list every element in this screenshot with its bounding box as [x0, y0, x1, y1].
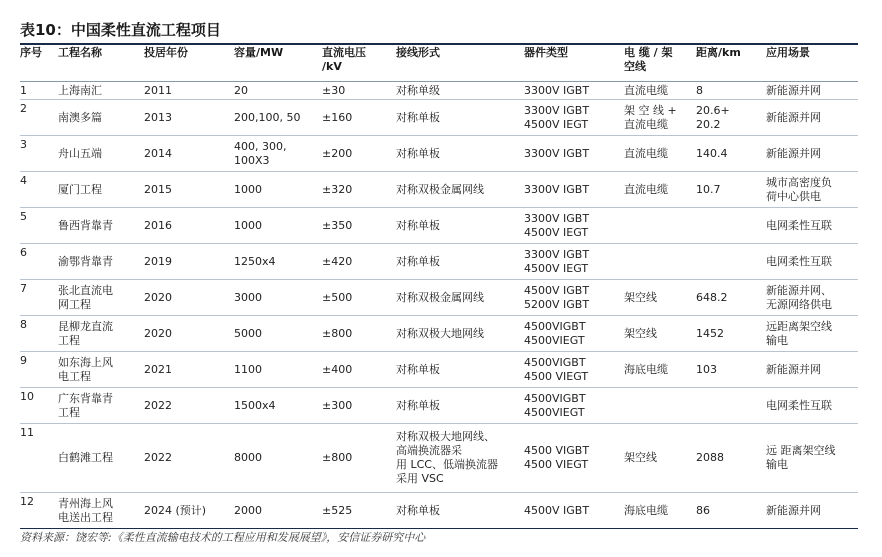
cell-name: [58, 388, 144, 424]
cell-distance: [696, 388, 766, 424]
cell-line-text: 架空线: [624, 290, 657, 304]
cell-capacity-text: 1250x4: [234, 254, 276, 268]
cell-distance: [696, 82, 766, 100]
cell-name-text: 厦门工程: [58, 182, 102, 196]
cell-wiring: [396, 100, 524, 136]
cell-voltage: [322, 82, 396, 100]
cell-scene-text: 电网柔性互联: [766, 398, 832, 412]
table-row: [20, 424, 858, 493]
cell-voltage-text: ±800: [322, 451, 353, 464]
cell-wiring: [396, 82, 524, 100]
cell-distance-text: 8: [696, 83, 703, 97]
cell-capacity: [234, 280, 322, 316]
cell-capacity: [234, 172, 322, 208]
cell-voltage-text: ±200: [322, 146, 353, 160]
cell-no: [20, 136, 58, 172]
cell-device: [524, 352, 624, 388]
cell-name-text: 渝鄂背靠青: [58, 254, 113, 268]
cell-year: [144, 493, 234, 529]
cell-capacity-text: 8000: [234, 451, 262, 464]
cell-capacity-text: 1500x4: [234, 398, 276, 412]
cell-voltage-text: ±300: [322, 398, 353, 412]
cell-scene: [766, 136, 858, 172]
cell-capacity: [234, 388, 322, 424]
cell-capacity: [234, 208, 322, 244]
table-row: [20, 316, 858, 352]
cell-line: [624, 424, 696, 493]
cell-distance: [696, 208, 766, 244]
cell-device-text: 3300V IGBT: [524, 146, 590, 160]
cell-scene-text: 远距离架空线 输电: [766, 319, 832, 347]
cell-voltage: [322, 244, 396, 280]
cell-voltage: [322, 208, 396, 244]
cell-line-text: 海底电缆: [624, 503, 668, 517]
cell-no-text: 8: [20, 318, 27, 331]
cell-capacity: [234, 100, 322, 136]
cell-distance-text: 20.6+ 20.2: [696, 103, 730, 131]
cell-wiring: [396, 244, 524, 280]
cell-wiring: [396, 316, 524, 352]
col-header-line: 电 缆 / 架 空线: [624, 44, 696, 82]
cell-distance-text: 10.7: [696, 182, 721, 196]
cell-year-text: 2022: [144, 398, 172, 412]
cell-distance-text: 86: [696, 503, 710, 517]
cell-name-text: 广东背靠青 工程: [58, 391, 113, 419]
cell-name: [58, 424, 144, 493]
cell-no-text: 4: [20, 174, 27, 187]
cell-wiring-text: 对称单板: [396, 218, 440, 232]
cell-line: [624, 100, 696, 136]
cell-device: [524, 100, 624, 136]
col-header-wiring: 接线形式: [396, 44, 524, 82]
cell-voltage: [322, 280, 396, 316]
table-row: [20, 136, 858, 172]
cell-distance-text: 648.2: [696, 290, 728, 304]
cell-device-text: 4500VIGBT 4500VIEGT: [524, 391, 586, 419]
cell-year: [144, 100, 234, 136]
cell-year: [144, 82, 234, 100]
cell-device-text: 4500V IGBT: [524, 503, 590, 517]
cell-name-text: 张北直流电 网工程: [58, 283, 113, 311]
cell-no-text: 1: [20, 84, 27, 97]
col-header-device: 器件类型: [524, 44, 624, 82]
cell-distance: [696, 352, 766, 388]
cell-no: [20, 352, 58, 388]
cell-wiring-text: 对称双极大地网线: [396, 326, 484, 340]
cell-scene-text: 新能源并网: [766, 146, 821, 160]
cell-line: [624, 172, 696, 208]
cell-wiring-text: 对称单板: [396, 110, 440, 124]
cell-year: [144, 136, 234, 172]
header-row: [20, 44, 858, 82]
cell-device: [524, 82, 624, 100]
cell-year-text: 2019: [144, 254, 172, 268]
cell-name-text: 昆柳龙直流 工程: [58, 319, 113, 347]
cell-year-text: 2011: [144, 83, 172, 97]
cell-capacity-text: 20: [234, 83, 248, 97]
cell-capacity: [234, 136, 322, 172]
cell-device: [524, 493, 624, 529]
table-row: [20, 172, 858, 208]
cell-voltage-text: ±800: [322, 326, 353, 340]
cell-scene-text: 城市高密度负 荷中心供电: [766, 175, 832, 203]
cell-scene-text: 新能源并网: [766, 362, 821, 376]
cell-year: [144, 424, 234, 493]
cell-line-text: 直流电缆: [624, 146, 668, 160]
cell-scene-text: 新能源并网: [766, 110, 821, 124]
cell-wiring-text: 对称单板: [396, 503, 440, 517]
table-row: [20, 280, 858, 316]
cell-capacity: [234, 82, 322, 100]
cell-scene: [766, 244, 858, 280]
table-row: [20, 244, 858, 280]
cell-capacity-text: 5000: [234, 326, 262, 340]
cell-name-text: 鲁西背靠青: [58, 218, 113, 232]
cell-capacity-text: 2000: [234, 503, 262, 517]
cell-no-text: 12: [20, 495, 34, 508]
cell-wiring-text: 对称双极金属网线: [396, 290, 484, 304]
cell-distance: [696, 280, 766, 316]
cell-no-text: 2: [20, 102, 27, 115]
cell-distance-text: 140.4: [696, 146, 728, 160]
cell-line: [624, 388, 696, 424]
cell-device: [524, 388, 624, 424]
cell-scene: [766, 208, 858, 244]
cell-scene-text: 远 距离架空线 输电: [766, 444, 836, 471]
cell-year: [144, 280, 234, 316]
cell-voltage: [322, 424, 396, 493]
cell-capacity-text: 1000: [234, 182, 262, 196]
cell-no: [20, 493, 58, 529]
cell-wiring: [396, 424, 524, 493]
cell-name: [58, 82, 144, 100]
cell-name: [58, 352, 144, 388]
cell-device-text: 4500V IGBT 5200V IGBT: [524, 283, 590, 311]
cell-line: [624, 493, 696, 529]
cell-device-text: 4500 VIGBT 4500 VIEGT: [524, 444, 590, 471]
cell-year-text: 2015: [144, 182, 172, 196]
cell-scene: [766, 424, 858, 493]
cell-voltage-text: ±500: [322, 290, 353, 304]
cell-voltage: [322, 493, 396, 529]
col-header-scene: 应用场景: [766, 44, 858, 82]
cell-no-text: 10: [20, 390, 34, 403]
cell-distance: [696, 244, 766, 280]
cell-wiring: [396, 208, 524, 244]
table-row: [20, 352, 858, 388]
cell-wiring: [396, 280, 524, 316]
cell-year-text: 2020: [144, 326, 172, 340]
cell-device: [524, 424, 624, 493]
cell-no: [20, 82, 58, 100]
cell-wiring-text: 对称单板: [396, 362, 440, 376]
cell-name: [58, 493, 144, 529]
cell-scene: [766, 100, 858, 136]
cell-voltage-text: ±30: [322, 83, 346, 97]
cell-no-text: 11: [20, 426, 34, 439]
cell-voltage: [322, 172, 396, 208]
cell-voltage: [322, 100, 396, 136]
table-body: [20, 82, 858, 529]
cell-year: [144, 388, 234, 424]
cell-capacity: [234, 493, 322, 529]
cell-name-text: 舟山五端: [58, 146, 102, 160]
cell-voltage-text: ±160: [322, 110, 353, 124]
cell-year-text: 2013: [144, 110, 172, 124]
cell-device-text: 3300V IGBT: [524, 83, 590, 97]
table-row: [20, 82, 858, 100]
cell-voltage-text: ±420: [322, 254, 353, 268]
cell-scene-text: 新能源并网: [766, 503, 821, 517]
cell-year: [144, 316, 234, 352]
cell-line: [624, 208, 696, 244]
cell-year-text: 2016: [144, 218, 172, 232]
cell-no: [20, 424, 58, 493]
cell-distance: [696, 424, 766, 493]
cell-distance: [696, 136, 766, 172]
cell-line-text: 架空线: [624, 326, 657, 340]
cell-voltage-text: ±525: [322, 503, 353, 517]
cell-year: [144, 352, 234, 388]
cell-device-text: 3300V IGBT 4500V IEGT: [524, 247, 590, 275]
cell-line-text: 海底电缆: [624, 362, 668, 376]
cell-capacity: [234, 316, 322, 352]
cell-name-text: 白鹤滩工程: [58, 451, 113, 464]
cell-line: [624, 82, 696, 100]
cell-no-text: 7: [20, 282, 27, 295]
cell-line: [624, 352, 696, 388]
cell-year-text: 2024 (预计): [144, 503, 207, 517]
cell-wiring-text: 对称单板: [396, 146, 440, 160]
cell-capacity-text: 3000: [234, 290, 262, 304]
cell-year: [144, 208, 234, 244]
cell-wiring: [396, 136, 524, 172]
cell-name: [58, 100, 144, 136]
cell-voltage: [322, 136, 396, 172]
cell-wiring: [396, 388, 524, 424]
cell-scene-text: 电网柔性互联: [766, 254, 832, 268]
cell-device: [524, 172, 624, 208]
cell-no-text: 5: [20, 210, 27, 223]
hvdc-projects-table: [20, 44, 858, 529]
cell-device-text: 4500VIGBT 4500VIEGT: [524, 319, 586, 347]
col-header-year: 投居年份: [144, 44, 234, 82]
table-title: 表10：中国柔性直流工程项目: [20, 21, 221, 39]
col-header-no: 序号: [20, 44, 58, 82]
cell-no: [20, 100, 58, 136]
cell-scene: [766, 388, 858, 424]
cell-device: [524, 136, 624, 172]
table-row: [20, 388, 858, 424]
cell-line: [624, 244, 696, 280]
col-header-voltage: 直流电压 /kV: [322, 44, 396, 82]
cell-voltage: [322, 352, 396, 388]
cell-no-text: 6: [20, 246, 27, 259]
cell-year-text: 2021: [144, 362, 172, 376]
cell-device: [524, 208, 624, 244]
cell-line-text: 架空线: [624, 451, 657, 464]
cell-scene-text: 新能源并网: [766, 83, 821, 97]
cell-device-text: 3300V IGBT 4500V IEGT: [524, 103, 590, 131]
cell-device: [524, 316, 624, 352]
cell-capacity-text: 400, 300, 100X3: [234, 139, 287, 167]
cell-voltage: [322, 316, 396, 352]
cell-capacity: [234, 424, 322, 493]
cell-distance-text: 103: [696, 362, 717, 376]
cell-line-text: 直流电缆: [624, 83, 668, 97]
cell-scene: [766, 352, 858, 388]
cell-voltage-text: ±320: [322, 182, 353, 196]
cell-wiring-text: 对称单级: [396, 83, 440, 97]
cell-device-text: 3300V IGBT: [524, 182, 590, 196]
cell-name-text: 如东海上风 电工程: [58, 355, 113, 383]
cell-wiring: [396, 493, 524, 529]
cell-name: [58, 136, 144, 172]
cell-no: [20, 280, 58, 316]
cell-device: [524, 280, 624, 316]
cell-capacity: [234, 244, 322, 280]
cell-device-text: 4500VIGBT 4500 VIEGT: [524, 355, 589, 383]
cell-voltage-text: ±400: [322, 362, 353, 376]
table-row: [20, 493, 858, 529]
cell-scene: [766, 82, 858, 100]
cell-year-text: 2014: [144, 146, 172, 160]
table-row: [20, 100, 858, 136]
cell-line: [624, 136, 696, 172]
cell-capacity-text: 1100: [234, 362, 262, 376]
cell-capacity: [234, 352, 322, 388]
cell-name-text: 上海南汇: [58, 83, 102, 97]
cell-no: [20, 316, 58, 352]
cell-name-text: 南澳多篇: [58, 110, 102, 124]
cell-capacity-text: 200,100, 50: [234, 110, 301, 124]
cell-distance: [696, 316, 766, 352]
cell-name: [58, 316, 144, 352]
cell-no-text: 3: [20, 138, 27, 151]
col-header-capacity: 容量/MW: [234, 44, 322, 82]
cell-name-text: 青州海上风 电送出工程: [58, 496, 113, 524]
cell-line: [624, 280, 696, 316]
cell-scene: [766, 280, 858, 316]
cell-wiring: [396, 172, 524, 208]
cell-capacity-text: 1000: [234, 218, 262, 232]
cell-name: [58, 172, 144, 208]
cell-scene-text: 电网柔性互联: [766, 218, 832, 232]
cell-year: [144, 244, 234, 280]
source-note: 资料来源：饶宏等:《柔性直流输电技术的工程应用和发展展望》，安信证券研究中心: [20, 531, 426, 544]
cell-distance-text: 2088: [696, 451, 724, 464]
cell-name: [58, 208, 144, 244]
cell-distance: [696, 100, 766, 136]
col-header-distance: 距离/km: [696, 44, 766, 82]
cell-no: [20, 208, 58, 244]
cell-line: [624, 316, 696, 352]
cell-distance: [696, 172, 766, 208]
cell-wiring-text: 对称单板: [396, 254, 440, 268]
cell-scene: [766, 316, 858, 352]
cell-distance-text: 1452: [696, 326, 724, 340]
cell-year: [144, 172, 234, 208]
cell-device-text: 3300V IGBT 4500V IEGT: [524, 211, 590, 239]
cell-device: [524, 244, 624, 280]
cell-wiring-text: 对称双极大地网线、 高端换流器采 用 LCC、低端换流器 采用 VSC: [396, 430, 498, 485]
cell-name: [58, 244, 144, 280]
cell-name: [58, 280, 144, 316]
cell-line-text: 架 空 线 + 直流电缆: [624, 103, 677, 131]
cell-scene: [766, 172, 858, 208]
cell-scene: [766, 493, 858, 529]
cell-wiring-text: 对称单板: [396, 398, 440, 412]
cell-distance: [696, 493, 766, 529]
cell-voltage: [322, 388, 396, 424]
col-header-name: 工程名称: [58, 44, 144, 82]
cell-no: [20, 172, 58, 208]
cell-line-text: 直流电缆: [624, 182, 668, 196]
cell-no: [20, 388, 58, 424]
cell-wiring-text: 对称双极金属网线: [396, 182, 484, 196]
table-row: [20, 208, 858, 244]
cell-voltage-text: ±350: [322, 218, 353, 232]
cell-no-text: 9: [20, 354, 27, 367]
cell-no: [20, 244, 58, 280]
cell-year-text: 2022: [144, 451, 172, 464]
cell-wiring: [396, 352, 524, 388]
cell-scene-text: 新能源并网、 无源网络供电: [766, 283, 832, 311]
cell-year-text: 2020: [144, 290, 172, 304]
